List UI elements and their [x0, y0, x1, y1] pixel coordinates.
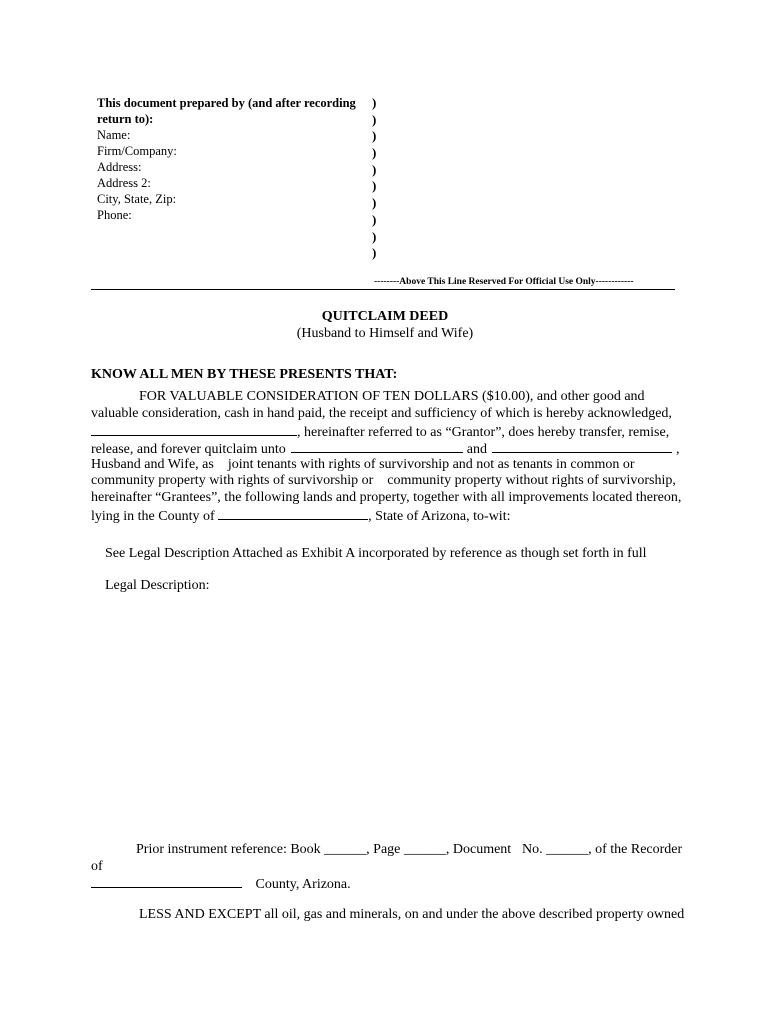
- consideration-line-2: valuable consideration, cash in hand paid, the receipt and sufficiency of which is hereby acknowledged,: [91, 406, 672, 421]
- reserved-line-text: --------Above This Line Reserved For Official Use Only------------: [374, 277, 634, 287]
- paren: ): [372, 178, 377, 194]
- paren: ): [372, 195, 377, 211]
- quitclaim-unto-text: release, and forever quitclaim unto: [91, 442, 286, 457]
- preparer-heading-line2: return to):: [97, 112, 154, 126]
- county-line: [91, 507, 510, 525]
- recorder-county-blank[interactable]: [91, 875, 242, 888]
- county-blank[interactable]: [218, 507, 368, 520]
- grantee-line: [91, 440, 679, 458]
- lying-in-county-text: lying in the County of: [91, 509, 215, 524]
- paren: ): [372, 245, 377, 261]
- grantor-line: [91, 423, 669, 441]
- tenancy-line-2: community property with rights of survivorship or community property without rights of survivorship,: [91, 473, 676, 488]
- paren: ): [372, 161, 377, 177]
- grantee-husband-blank[interactable]: [291, 440, 463, 453]
- recorder-county-line: [91, 875, 351, 893]
- preparer-heading-line1: This document prepared by (and after recording: [97, 96, 356, 110]
- paren: ): [372, 111, 377, 127]
- paren: ): [372, 228, 377, 244]
- paren: ): [372, 211, 377, 227]
- preparer-firm-label: Firm/Company:: [97, 144, 177, 158]
- bracket-column: [372, 95, 376, 262]
- exhibit-reference: See Legal Description Attached as Exhibit A incorporated by reference as though set forth in full: [105, 546, 647, 561]
- grantor-name-blank[interactable]: [91, 423, 297, 436]
- legal-description-label: Legal Description:: [105, 578, 210, 593]
- official-use-divider: [91, 289, 675, 290]
- paren: ): [372, 95, 377, 110]
- prior-instrument-part2: No. ______, of the Recorder: [522, 842, 683, 857]
- paren: ): [372, 145, 377, 161]
- preparer-address-label: Address:: [97, 160, 142, 174]
- state-of-arizona-text: , State of Arizona, to-wit:: [368, 509, 511, 524]
- comma-text: ,: [675, 442, 680, 457]
- preparer-address2-label: Address 2:: [97, 176, 151, 190]
- deed-title: QUITCLAIM DEED: [321, 309, 449, 324]
- tenancy-line-1: Husband and Wife, as joint tenants with rights of survivorship and not as tenants in common or: [91, 457, 635, 472]
- and-text: and: [466, 442, 487, 457]
- preparer-name-label: Name:: [97, 128, 131, 142]
- prior-instrument-of: of: [91, 859, 103, 874]
- prior-instrument-part1: Prior instrument reference: Book ______, Page ______, Document: [136, 842, 512, 857]
- county-arizona-text: County, Arizona.: [255, 877, 351, 892]
- know-all-heading: KNOW ALL MEN BY THESE PRESENTS THAT:: [91, 367, 398, 382]
- preparer-city-state-zip-label: City, State, Zip:: [97, 192, 177, 206]
- less-and-except-line: LESS AND EXCEPT all oil, gas and minerals, on and under the above described property owned: [139, 907, 685, 922]
- preparer-block: [97, 95, 356, 223]
- paren: ): [372, 128, 377, 144]
- grantee-wife-blank[interactable]: [492, 440, 672, 453]
- grantor-line-text: , hereinafter referred to as “Grantor”, does hereby transfer, remise,: [297, 425, 670, 440]
- consideration-line-1: FOR VALUABLE CONSIDERATION OF TEN DOLLARS ($10.00), and other good and: [139, 389, 645, 404]
- deed-subtitle: (Husband to Himself and Wife): [296, 326, 474, 341]
- grantees-line: hereinafter “Grantees”, the following lands and property, together with all improvements located thereon,: [91, 490, 682, 505]
- preparer-phone-label: Phone:: [97, 208, 132, 222]
